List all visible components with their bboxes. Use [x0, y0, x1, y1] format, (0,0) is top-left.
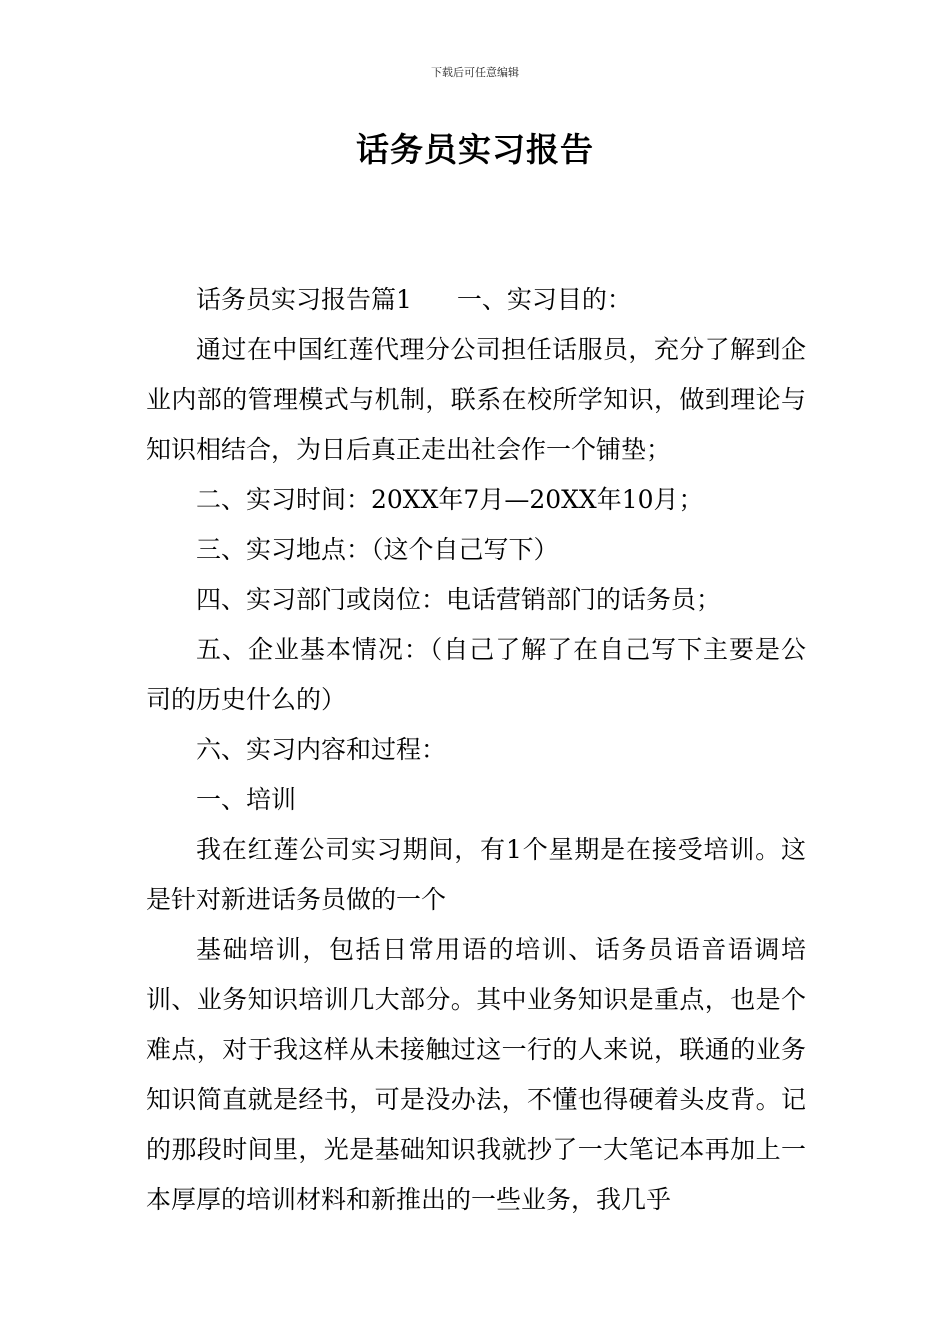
paragraph-purpose: 通过在中国红莲代理分公司担任话服员，充分了解到企业内部的管理模式与机制，联系在校所学知识，做到理论与知识相结合，为日后真正走出社会作一个铺垫；	[146, 335, 806, 464]
first-line	[146, 275, 806, 325]
paragraph-content-heading: 六、实习内容和过程：	[196, 735, 447, 764]
paragraph-training-detail: 基础培训，包括日常用语的培训、话务员语音语调培训、业务知识培训几大部分。其中业务知识是重点，也是个难点，对于我这样从未接触过这一行的人来说，联通的业务知识简直就是经书，可是没办法，不懂也得硬着头皮背。记的那段时间里，光是基础知识我就抄了一大笔记本再加上一本厚厚的培训材料和新推出的一些业务，我几乎	[146, 935, 806, 1214]
page-title: 话务员实习报告	[356, 130, 594, 169]
document-body	[146, 275, 806, 1225]
paragraph-department: 四、实习部门或岗位：电话营销部门的话务员；	[196, 585, 722, 614]
section-heading: 话务员实习报告篇1	[196, 285, 412, 314]
paragraph-training-heading: 一、培训	[196, 785, 297, 814]
header-note: 下载后可任意编辑	[431, 66, 519, 79]
section-item: 一、实习目的：	[456, 285, 632, 314]
paragraph-company-info: 五、企业基本情况：（自己了解了在自己写下主要是公司的历史什么的）	[146, 635, 806, 714]
paragraph-time: 二、实习时间：20XX年7月—20XX年10月；	[196, 485, 704, 514]
paragraph-training-intro: 我在红莲公司实习期间，有1个星期是在接受培训。这是针对新进话务员做的一个	[146, 835, 806, 914]
paragraph-location: 三、实习地点：（这个自己写下）	[196, 535, 559, 564]
